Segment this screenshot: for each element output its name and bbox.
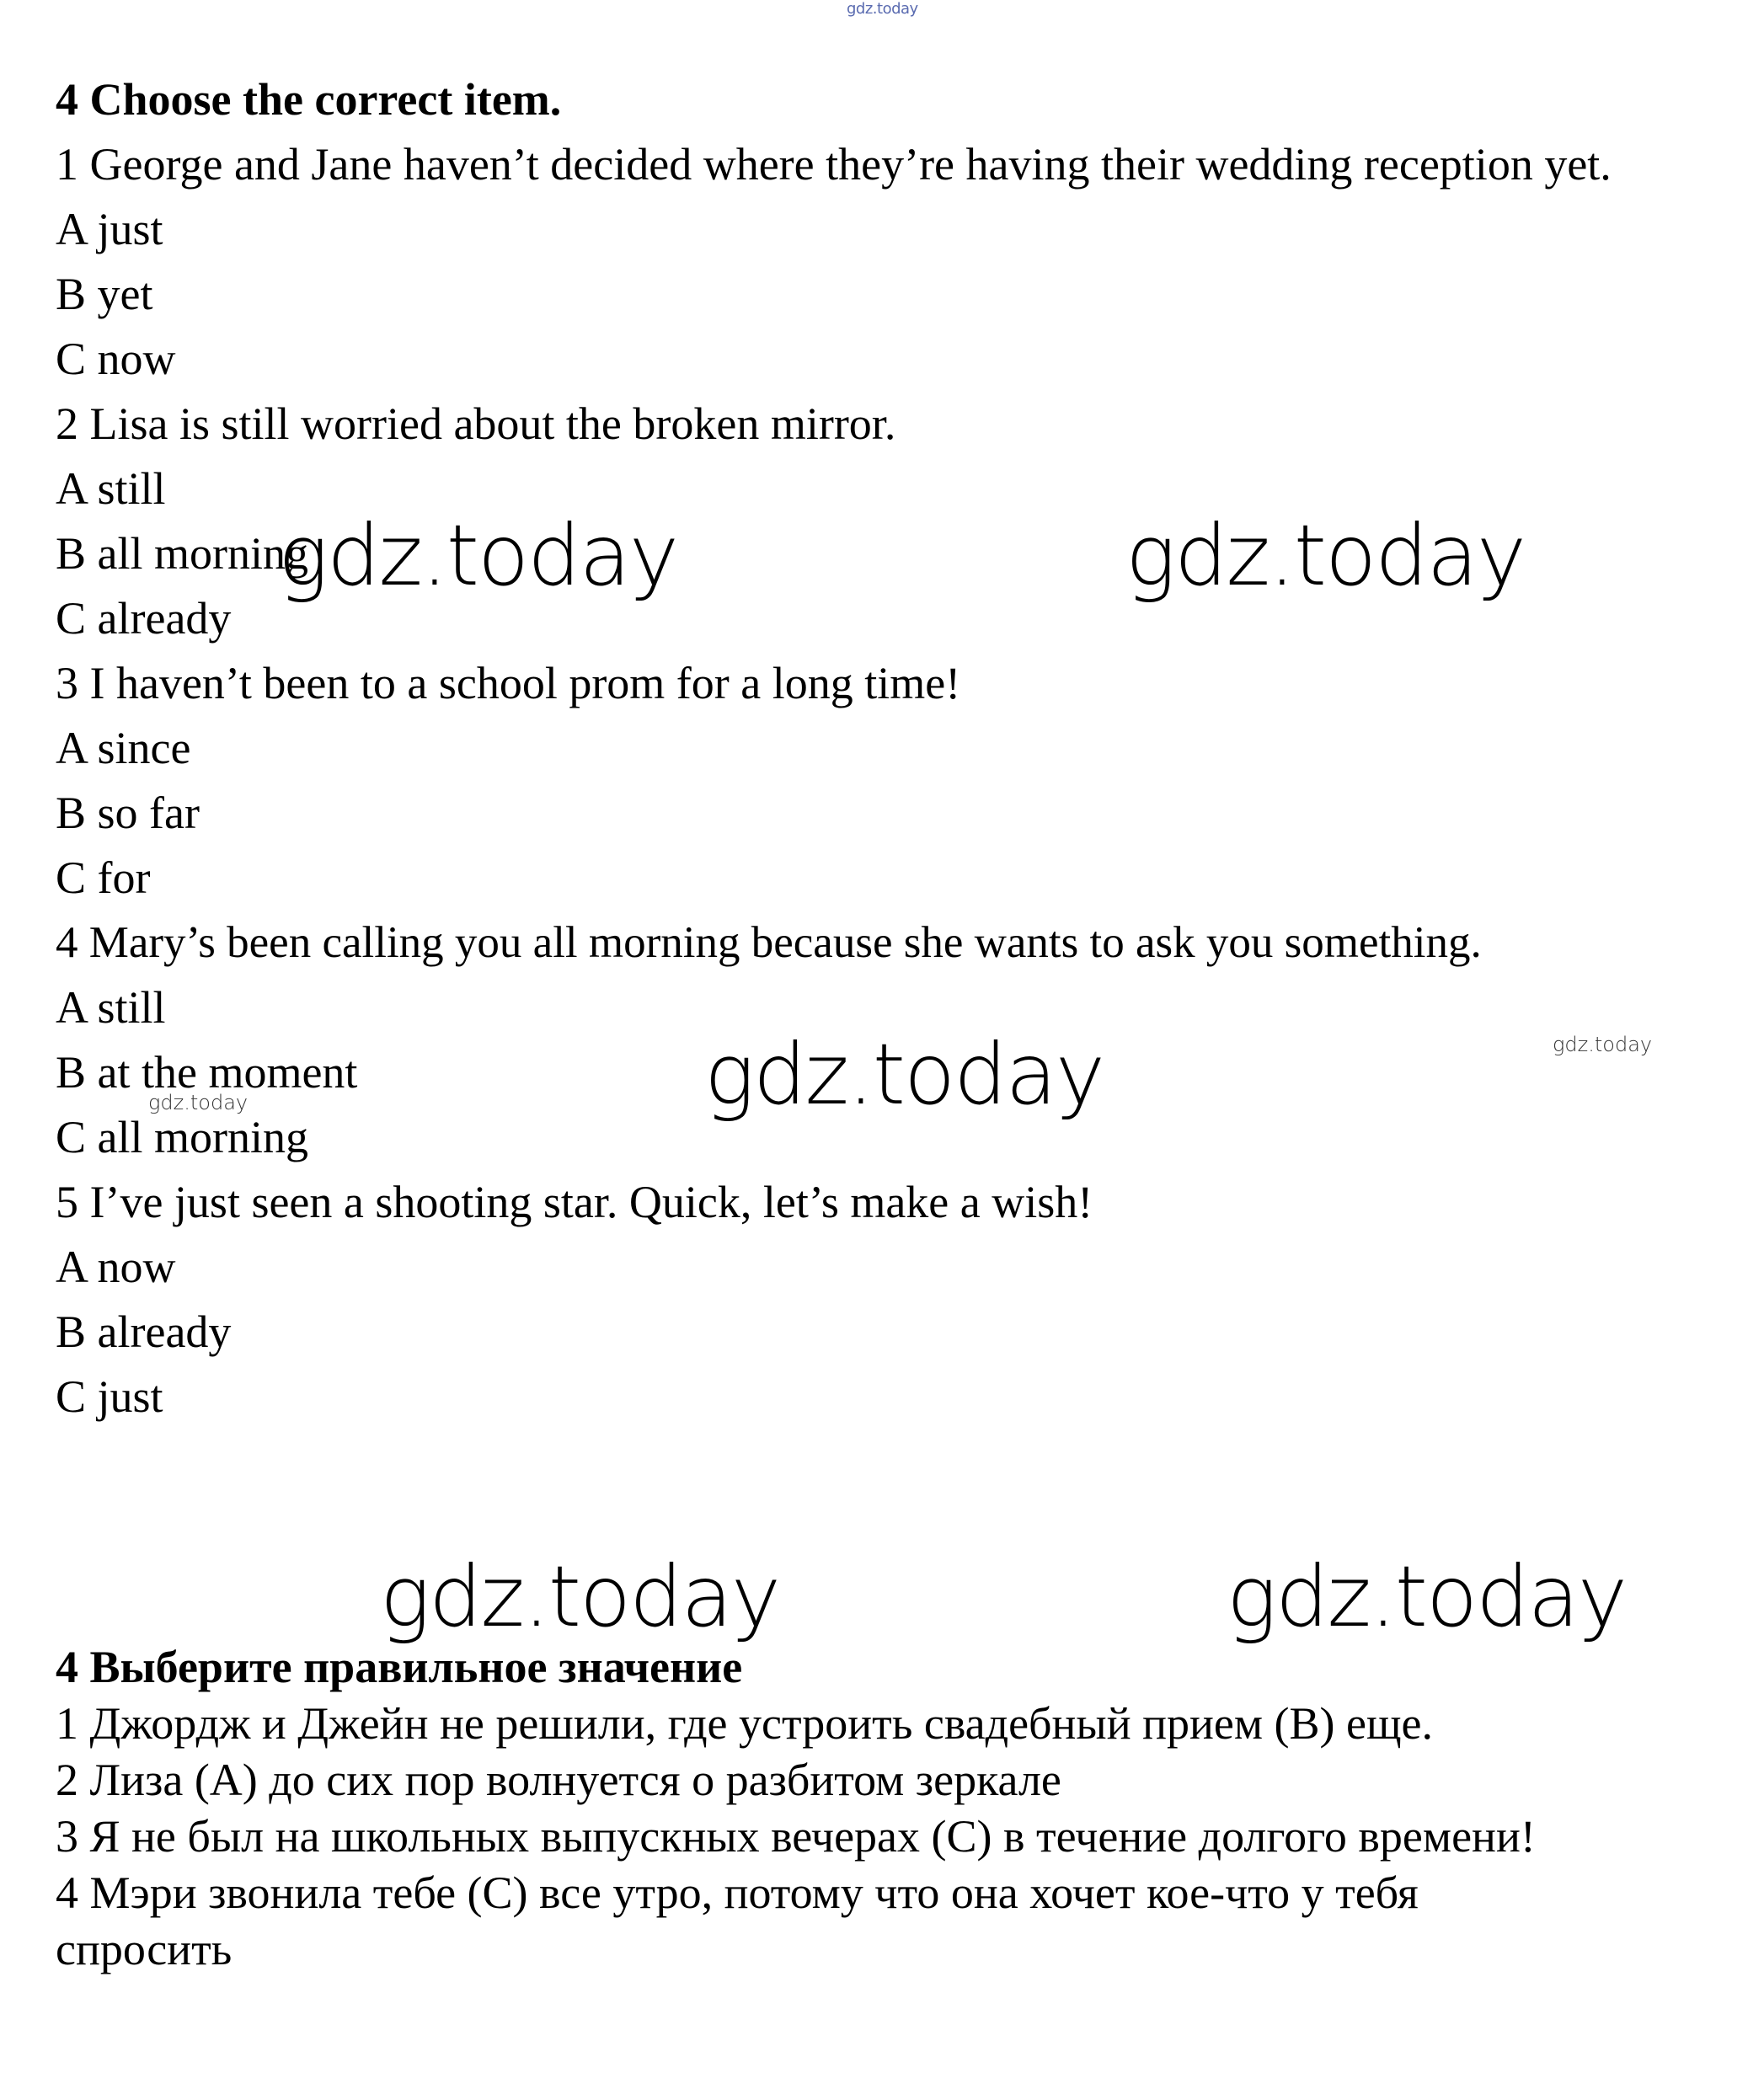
question-5: 5 I’ve just seen a shooting star. Quick, let’s make a wish! (56, 1177, 1093, 1227)
watermark-small: gdz.today (148, 1091, 249, 1114)
watermark-large: gdz.today (1227, 1547, 1627, 1646)
option-1-c: C now (56, 334, 176, 384)
question-4: 4 Mary’s been calling you all morning because she wants to ask you something. (56, 918, 1482, 967)
translation-heading: 4 Выберите правильное значение (56, 1642, 743, 1692)
watermark-small: gdz.today (1553, 1033, 1653, 1056)
option-4-a: A still (56, 982, 166, 1033)
question-3: 3 I haven’t been to a school prom for a long time! (56, 658, 961, 708)
question-2: 2 Lisa is still worried about the broken mirror. (56, 398, 896, 449)
option-3-c: C for (56, 852, 151, 903)
option-5-b: B already (56, 1306, 232, 1357)
exercise-english (56, 67, 1707, 1429)
translation-line-1: 1 Джордж и Джейн не решили, где устроить свадебный прием (B) еще. (56, 1698, 1434, 1749)
watermark-large: gdz.today (1125, 506, 1526, 605)
exercise-translation (56, 1639, 1707, 1978)
option-5-c: C just (56, 1371, 163, 1422)
option-3-b: B so far (56, 788, 200, 838)
option-2-c: C already (56, 593, 232, 644)
translation-line-4: 4 Мэри звонила тебе (C) все утро, потому что она хочет кое-что у тебя спросить (56, 1867, 1419, 1974)
question-1: 1 George and Jane haven’t decided where they’re having their wedding reception yet. (56, 139, 1612, 190)
header-watermark: gdz.today (847, 0, 918, 18)
option-2-a: A still (56, 463, 166, 514)
option-3-a: A since (56, 723, 191, 773)
option-1-b: B yet (56, 269, 153, 319)
option-2-b: B all morning (56, 528, 308, 579)
watermark-large: gdz.today (278, 506, 678, 605)
watermark-large: gdz.today (380, 1547, 780, 1646)
option-5-a: A now (56, 1242, 176, 1292)
translation-line-3: 3 Я не был на школьных выпускных вечерах (C) в течение долгого времени! (56, 1811, 1536, 1862)
exercise-heading: 4 Choose the correct item. (56, 74, 562, 125)
watermark-large: gdz.today (704, 1025, 1104, 1124)
option-4-c: C all morning (56, 1112, 308, 1162)
option-1-a: A just (56, 204, 163, 254)
option-4-b: B at the moment (56, 1047, 358, 1098)
translation-line-2: 2 Лиза (A) до сих пор волнуется о разбитом зеркале (56, 1755, 1061, 1805)
